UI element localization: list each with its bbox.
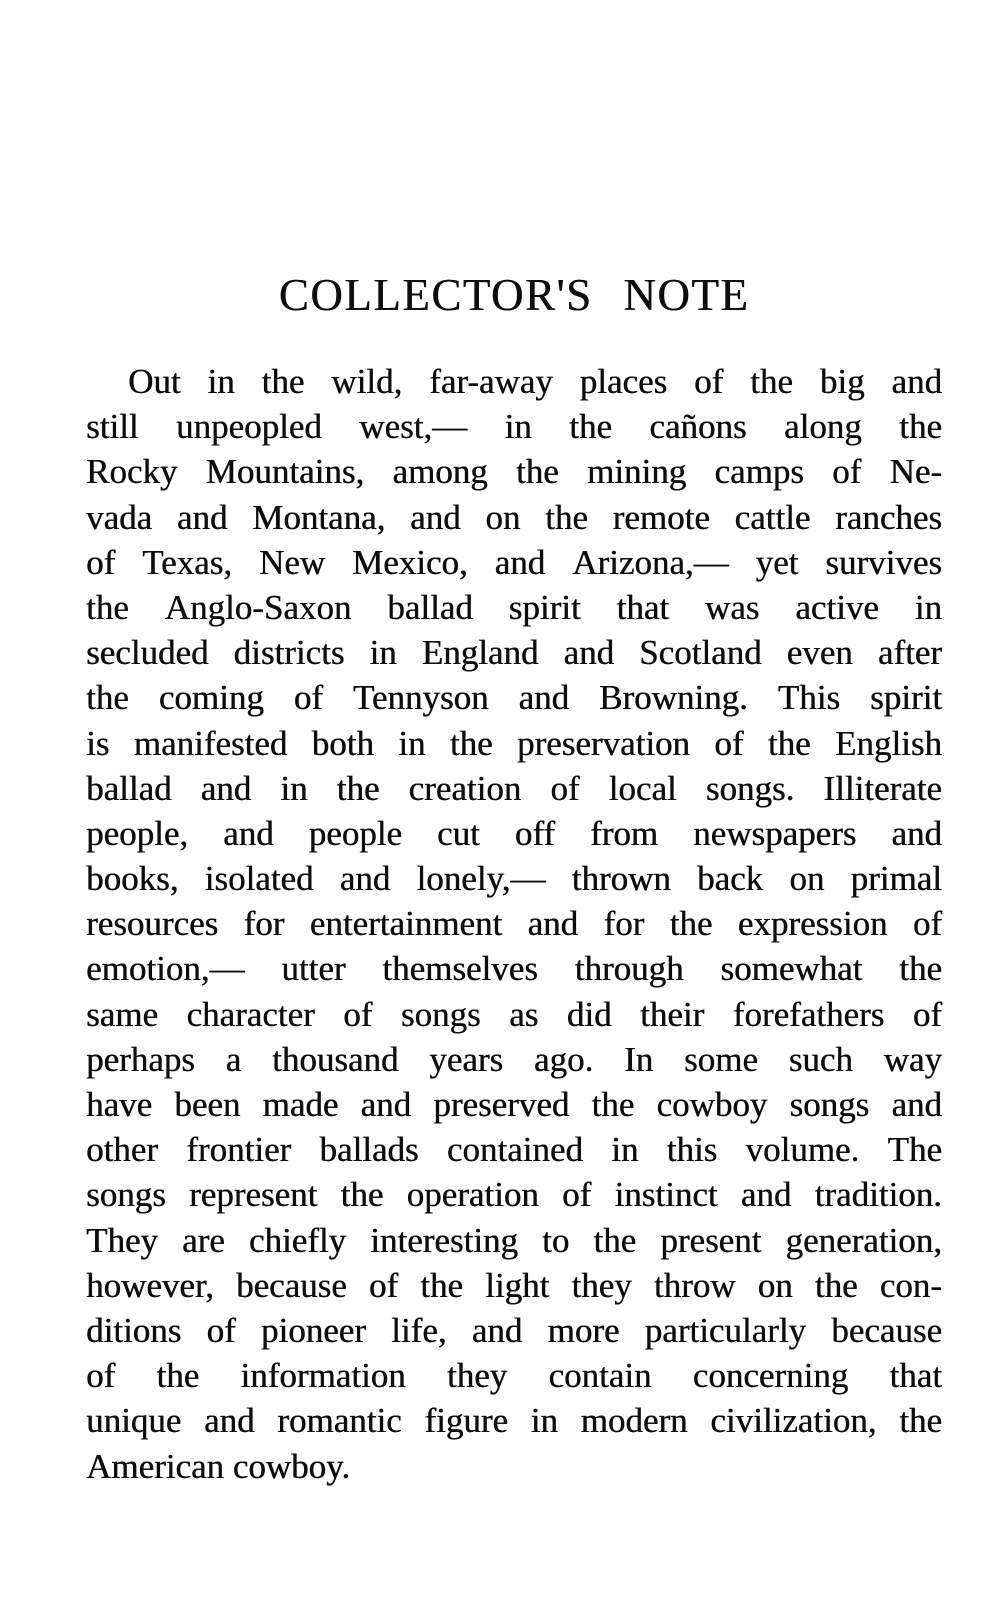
- word: some: [683, 1039, 758, 1079]
- word: interesting: [370, 1220, 518, 1260]
- text-line-2: [86, 407, 942, 452]
- word: in: [280, 768, 308, 808]
- word: both: [311, 723, 374, 763]
- word: books,: [86, 859, 179, 899]
- word: in: [504, 407, 532, 447]
- word: through: [574, 949, 684, 989]
- word: camps: [714, 452, 804, 492]
- word: places: [579, 362, 668, 401]
- text-line-4: [86, 498, 942, 543]
- word: Anglo-Saxon: [164, 587, 352, 627]
- word: other: [86, 1130, 158, 1170]
- word: the: [569, 407, 612, 447]
- word: such: [788, 1039, 853, 1079]
- word: they: [446, 1356, 508, 1396]
- word: unique: [86, 1401, 182, 1441]
- word: and: [891, 362, 942, 401]
- text-line-12: [86, 859, 942, 904]
- word: cattle: [734, 497, 811, 537]
- word: and: [891, 1085, 942, 1124]
- word: far-away: [429, 362, 553, 401]
- word: the: [156, 1356, 200, 1396]
- word: in: [914, 587, 942, 627]
- word: because: [236, 1265, 347, 1305]
- text-line-25: American cowboy.: [86, 1446, 351, 1486]
- word: Ne-: [889, 452, 942, 492]
- word: and: [494, 542, 546, 582]
- word: contain: [548, 1356, 652, 1396]
- word: volume.: [745, 1130, 860, 1170]
- word: ballad: [86, 768, 172, 808]
- word: and: [891, 813, 942, 853]
- word: New: [258, 542, 326, 582]
- word: of: [550, 768, 580, 808]
- word: west,—: [359, 407, 468, 447]
- word: the: [545, 497, 588, 537]
- word: songs: [400, 994, 481, 1034]
- text-line-1: [86, 362, 942, 407]
- word: of: [832, 452, 862, 492]
- word: still: [86, 407, 139, 447]
- word: people,: [86, 813, 189, 853]
- word: yet: [755, 542, 799, 582]
- word: somewhat: [720, 949, 863, 989]
- word: expression: [737, 904, 888, 944]
- word: ago.: [533, 1039, 594, 1079]
- text-line-7: [86, 633, 942, 678]
- text-line-11: [86, 814, 942, 859]
- word: cowboy: [656, 1085, 768, 1124]
- word: the: [814, 1265, 858, 1305]
- word: contained: [446, 1130, 583, 1170]
- word: romantic: [277, 1401, 402, 1441]
- word: in: [611, 1130, 639, 1170]
- word: and: [339, 859, 391, 899]
- word: for: [603, 904, 645, 944]
- word: back: [697, 859, 764, 899]
- word: figure: [424, 1401, 508, 1441]
- word: the: [899, 407, 942, 447]
- word: the: [767, 723, 811, 763]
- word: songs: [789, 1085, 870, 1124]
- word: and: [527, 904, 579, 944]
- word: and: [203, 1401, 255, 1441]
- text-line-5: [86, 543, 942, 588]
- word: Arizona,—: [572, 542, 729, 582]
- word: resources: [86, 904, 219, 944]
- word: songs: [86, 1175, 166, 1215]
- word: primal: [850, 859, 942, 899]
- word: of: [912, 994, 942, 1034]
- word: in: [530, 1401, 558, 1441]
- text-line-13: [86, 904, 942, 949]
- word: however,: [86, 1265, 214, 1305]
- word: emotion,—: [86, 949, 245, 989]
- word: the: [669, 904, 713, 944]
- word: creation: [408, 768, 522, 808]
- word: modern: [580, 1401, 688, 1441]
- word: local: [608, 768, 677, 808]
- word: in: [398, 723, 426, 763]
- word: and: [223, 813, 274, 853]
- word: from: [590, 813, 659, 853]
- word: the: [86, 587, 129, 627]
- word: life,: [391, 1310, 447, 1350]
- word: In: [624, 1039, 654, 1079]
- word: Scotland: [639, 633, 762, 673]
- word: on: [789, 859, 825, 899]
- word: more: [547, 1310, 620, 1350]
- word: a: [225, 1039, 242, 1079]
- word: vada: [86, 497, 153, 537]
- word: wild,: [331, 362, 403, 401]
- word: that: [616, 587, 670, 627]
- word: particularly: [644, 1310, 806, 1350]
- word: Montana,: [252, 497, 386, 537]
- word: con-: [879, 1265, 942, 1305]
- word: ballad: [387, 587, 473, 627]
- word: instinct: [614, 1175, 718, 1215]
- word: Tennyson: [352, 678, 489, 718]
- word: survives: [825, 542, 942, 582]
- word: this: [666, 1130, 718, 1170]
- text-line-22: [86, 1311, 942, 1356]
- word: been: [174, 1085, 241, 1124]
- word: of: [293, 678, 323, 718]
- word: Texas,: [142, 542, 232, 582]
- word: off: [514, 813, 555, 853]
- text-line-16: [86, 1040, 942, 1085]
- text-line-14: [86, 949, 942, 994]
- word: in: [207, 362, 235, 401]
- word: and: [563, 633, 615, 673]
- word: big: [819, 362, 865, 401]
- word: same: [86, 994, 158, 1034]
- word: after: [877, 633, 942, 673]
- text-line-18: [86, 1130, 942, 1175]
- text-line-24: [86, 1401, 942, 1446]
- word: preservation: [516, 723, 690, 763]
- word: as: [509, 994, 539, 1034]
- word: spirit: [870, 678, 942, 718]
- word: even: [786, 633, 853, 673]
- word: districts: [233, 633, 345, 673]
- word: They: [86, 1220, 158, 1260]
- word: Mountains,: [205, 452, 365, 492]
- word: spirit: [508, 587, 581, 627]
- word: of: [206, 1310, 236, 1350]
- word: way: [883, 1039, 942, 1079]
- word: of: [912, 904, 942, 944]
- word: themselves: [382, 949, 538, 989]
- word: of: [368, 1265, 399, 1305]
- word: This: [777, 678, 841, 718]
- word: The: [887, 1130, 942, 1170]
- word: cut: [436, 813, 480, 853]
- word: their: [640, 994, 705, 1034]
- word: along: [783, 407, 862, 447]
- word: the: [420, 1265, 463, 1305]
- collectors-note-paragraph: [86, 362, 942, 1492]
- word: the: [899, 949, 942, 989]
- word: perhaps: [86, 1039, 195, 1079]
- word: ranches: [835, 497, 942, 537]
- word: people: [308, 813, 402, 853]
- word: the: [899, 1401, 942, 1441]
- word: ditions: [86, 1310, 182, 1350]
- word: the: [340, 1175, 384, 1215]
- word: the: [86, 678, 129, 718]
- word: are: [182, 1220, 225, 1260]
- text-line-3: [86, 452, 942, 497]
- text-line-19: [86, 1175, 942, 1220]
- word: generation,: [785, 1220, 942, 1260]
- word: and: [518, 678, 570, 718]
- word: and: [410, 497, 461, 537]
- word: the: [750, 362, 793, 401]
- word: present: [660, 1220, 762, 1260]
- text-line-10: [86, 769, 942, 814]
- word: remote: [612, 497, 710, 537]
- word: the: [261, 362, 305, 401]
- word: of: [86, 542, 116, 582]
- word: English: [834, 723, 942, 763]
- word: of: [343, 994, 373, 1034]
- word: ballads: [319, 1130, 419, 1170]
- word: frontier: [186, 1130, 292, 1170]
- word: preserved: [433, 1085, 570, 1124]
- word: the: [449, 723, 493, 763]
- word: and: [176, 497, 228, 537]
- word: mining: [586, 452, 687, 492]
- word: among: [392, 452, 488, 492]
- word: entertainment: [309, 904, 503, 944]
- word: Out: [128, 362, 181, 401]
- text-line-8: [86, 678, 942, 723]
- word: pioneer: [260, 1310, 366, 1350]
- word: information: [240, 1356, 406, 1396]
- word: utter: [281, 949, 346, 989]
- word: Browning.: [599, 678, 748, 718]
- word: have: [86, 1085, 153, 1124]
- text-line-9: [86, 724, 942, 769]
- word: they: [571, 1265, 632, 1305]
- word: the: [336, 768, 380, 808]
- word: operation: [406, 1175, 539, 1215]
- word: and: [740, 1175, 792, 1215]
- word: manifested: [133, 723, 288, 763]
- word: tradition.: [814, 1175, 942, 1215]
- page-title: COLLECTOR'S NOTE: [278, 270, 750, 320]
- word: did: [566, 994, 612, 1034]
- word: and: [360, 1085, 412, 1124]
- word: on: [757, 1265, 793, 1305]
- word: the: [515, 452, 559, 492]
- word: cañons: [649, 407, 747, 447]
- word: civilization,: [710, 1401, 877, 1441]
- word: years: [429, 1039, 504, 1079]
- word: active: [795, 587, 879, 627]
- word: on: [485, 497, 521, 537]
- word: chiefly: [248, 1220, 347, 1260]
- word: England: [421, 633, 539, 673]
- word: songs.: [705, 768, 795, 808]
- word: is: [86, 723, 110, 763]
- word: the: [591, 1085, 635, 1124]
- word: and: [471, 1310, 523, 1350]
- word: of: [714, 723, 744, 763]
- word: Mexico,: [352, 542, 468, 582]
- text-line-15: [86, 995, 942, 1040]
- word: isolated: [204, 859, 314, 899]
- word: concerning: [692, 1356, 849, 1396]
- word: and: [200, 768, 252, 808]
- word: of: [694, 362, 724, 401]
- word: that: [889, 1356, 942, 1396]
- word: Illiterate: [823, 768, 942, 808]
- word: of: [562, 1175, 592, 1215]
- word: for: [243, 904, 285, 944]
- word: was: [704, 587, 760, 627]
- word: lonely,—: [416, 859, 546, 899]
- word: light: [485, 1265, 550, 1305]
- word: represent: [189, 1175, 318, 1215]
- text-line-21: [86, 1266, 942, 1311]
- word: to: [542, 1220, 570, 1260]
- word: thrown: [571, 859, 671, 899]
- word: character: [186, 994, 315, 1034]
- word: thousand: [272, 1039, 399, 1079]
- word: forefathers: [732, 994, 885, 1034]
- word: coming: [158, 678, 264, 718]
- word: unpeopled: [175, 407, 322, 447]
- word: made: [262, 1085, 339, 1124]
- word: newspapers: [693, 813, 857, 853]
- word: throw: [653, 1265, 736, 1305]
- word: secluded: [86, 633, 209, 673]
- text-line-17: [86, 1085, 942, 1130]
- word: Rocky: [86, 452, 178, 492]
- text-line-6: [86, 588, 942, 633]
- word: because: [831, 1310, 942, 1350]
- word: in: [369, 633, 397, 673]
- text-line-20: [86, 1221, 942, 1266]
- text-line-23: [86, 1356, 942, 1401]
- word: of: [86, 1356, 116, 1396]
- word: the: [593, 1220, 637, 1260]
